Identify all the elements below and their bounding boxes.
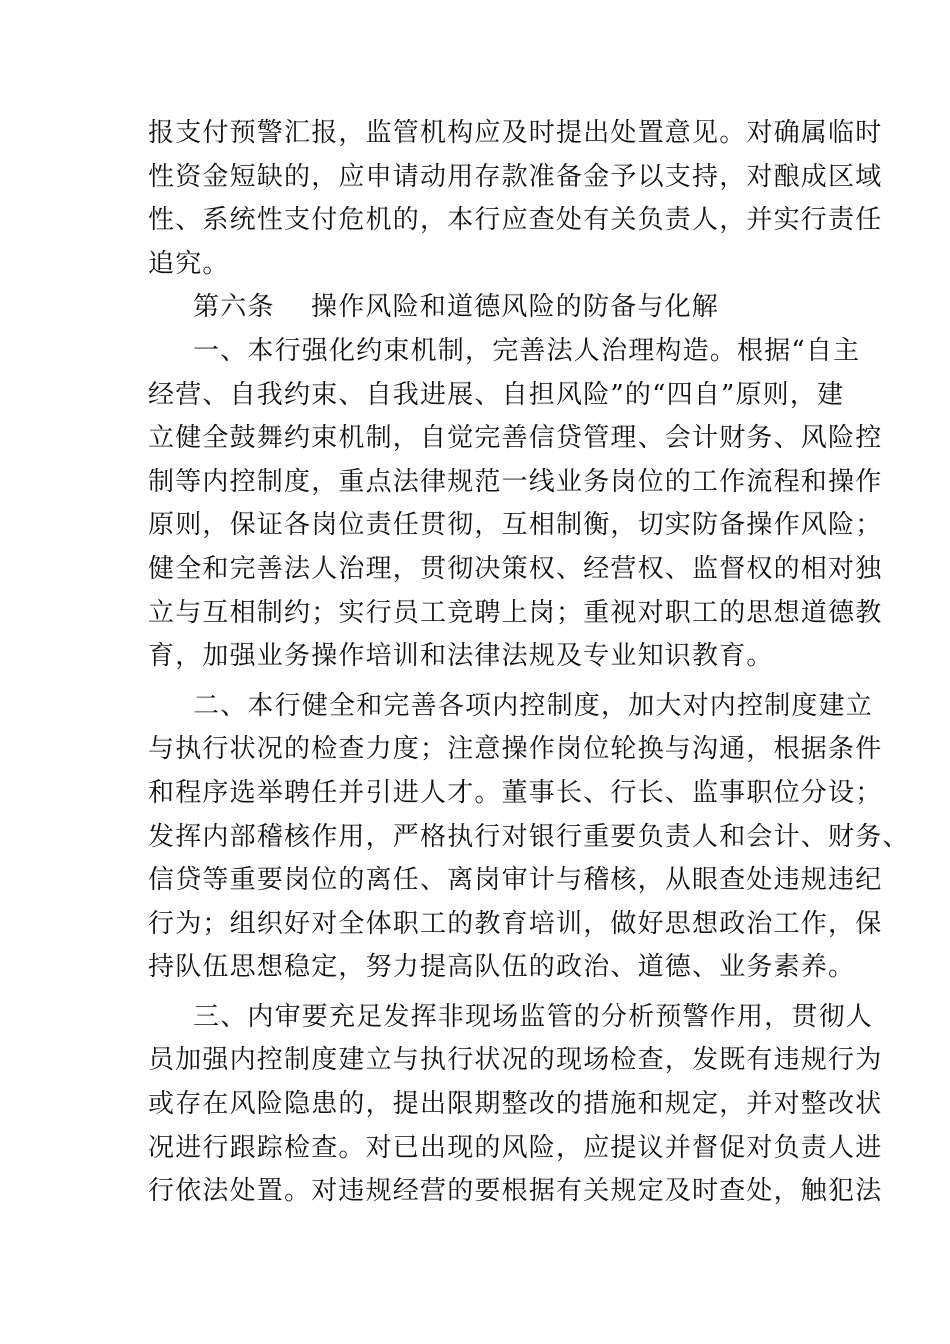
text-line: 育，加强业务操作培训和法律法规及专业知识教育。: [148, 641, 774, 672]
text-line: 追究。: [148, 248, 230, 279]
text-line: 或存在风险隐患的，提出限期整改的措施和规定，并对整改状: [148, 1089, 883, 1120]
paragraph-3: [148, 685, 910, 990]
article-heading: [148, 286, 808, 330]
text-line: 行为；组织好对全体职工的教育培训，做好思想政治工作，保: [148, 908, 883, 939]
text-line: 员加强内控制度建立与执行状况的现场检查，发既有违规行为: [148, 1045, 883, 1076]
text-line: 立与互相制约；实行员工竞聘上岗；重视对职工的思想道德教: [148, 597, 883, 628]
text-line: 三、内审要充足发挥非现场监管的分析预警作用，贯彻人: [193, 1001, 874, 1032]
article-number: 第六条: [193, 292, 275, 323]
text-line: 持队伍思想稳定，努力提高队伍的政治、道德、业务素养。: [148, 952, 856, 983]
text-line: 立健全鼓舞约束机制，自觉完善信贷管理、会计财务、风险控: [148, 423, 883, 454]
text-line: 制等内控制度，重点法律规范一线业务岗位的工作流程和操作: [148, 466, 883, 497]
article-title: 操作风险和道德风险的防备与化解: [311, 292, 720, 323]
text-line: 二、本行健全和完善各项内控制度，加大对内控制度建立: [193, 690, 874, 721]
text-line: 发挥内部稽核作用，严格执行对银行重要负责人和会计、财务、: [148, 821, 910, 852]
text-line: 报支付预警汇报，监管机构应及时提出处置意见。对确属临时: [148, 118, 883, 148]
text-line: 性、系统性支付危机的，本行应查处有关负责人，并实行责任: [148, 205, 883, 236]
text-line: 经营、自我约束、自我进展、自担风险”的“四自”原则，建: [148, 379, 845, 410]
paragraph-1: [148, 112, 883, 286]
paragraph-2: [148, 330, 883, 679]
text-line: 况进行跟踪检查。对已出现的风险，应提议并督促对负责人进: [148, 1132, 883, 1163]
text-line: 信贷等重要岗位的离任、离岗审计与稽核，从眼查处违规违纪: [148, 865, 883, 896]
text-line: 行依法处置。对违规经营的要根据有关规定及时查处，触犯法: [148, 1176, 883, 1207]
text-line: 和程序选举聘任并引进人才。董事长、行长、监事职位分设；: [148, 777, 883, 808]
text-line: 健全和完善法人治理，贯彻决策权、经营权、监督权的相对独: [148, 553, 883, 584]
text-line: 性资金短缺的，应申请动用存款准备金予以支持，对酿成区域: [148, 161, 883, 192]
text-line: 与执行状况的检查力度；注意操作岗位轮换与沟通，根据条件: [148, 734, 883, 765]
text-line: 原则，保证各岗位责任贯彻，互相制衡，切实防备操作风险；: [148, 510, 883, 541]
text-line: 一、本行强化约束机制，完善法人治理构造。根据“自主: [193, 335, 861, 366]
paragraph-4: [148, 996, 883, 1214]
document-body: [148, 112, 910, 1214]
